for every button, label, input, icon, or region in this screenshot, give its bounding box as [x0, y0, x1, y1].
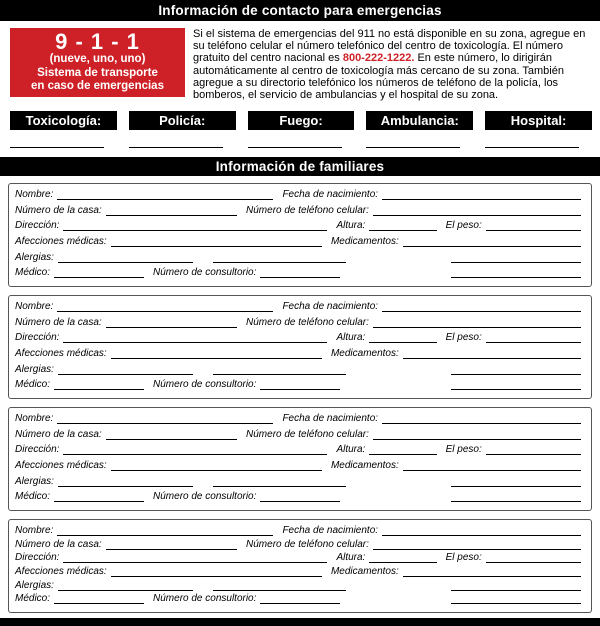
row-nombre-fecha	[15, 413, 581, 425]
row-nombre-fecha	[15, 301, 581, 313]
row-nombre-fecha	[15, 525, 581, 537]
blank-line-numero-casa	[106, 327, 237, 328]
family-member-section-3	[8, 407, 592, 511]
blank-line-medico	[54, 389, 144, 390]
label-fecha-nacimiento: Fecha de nacimiento:	[282, 525, 379, 537]
blank-line-alergias-1	[58, 374, 193, 375]
blank-line-peso	[486, 230, 581, 231]
blank-line-altura	[369, 562, 436, 563]
blank-line-direccion	[63, 342, 327, 343]
label-medico: Médico:	[15, 267, 51, 279]
blank-line-altura	[369, 230, 436, 231]
family-member-section-2	[8, 295, 592, 399]
emergency-box-line3: en caso de emergencias	[31, 80, 164, 93]
row-medico-consultorio	[15, 379, 581, 391]
label-afecciones: Afecciones médicas:	[15, 348, 107, 359]
blank-line-numero-casa	[106, 549, 237, 550]
blank-line-medicamentos	[403, 470, 581, 471]
top-section	[10, 28, 597, 101]
row-afecciones-medicamentos	[15, 460, 581, 472]
emergency-number-words: (nueve, uno, uno)	[49, 53, 146, 66]
intro-paragraph	[193, 28, 597, 101]
label-telefono-celular: Número de teléfono celular:	[246, 204, 369, 216]
row-direccion-altura-peso	[15, 552, 581, 564]
blank-line-consultorio	[260, 603, 340, 604]
page-title: Información de contacto para emergencias	[158, 3, 442, 18]
row-casa-celular	[15, 205, 581, 217]
label-medico: Médico:	[15, 379, 51, 391]
blank-line-afecciones	[111, 576, 322, 577]
blank-line-alergias-1	[58, 486, 193, 487]
blank-line-telefono-celular	[373, 327, 581, 328]
blank-line-ambulancia	[366, 147, 460, 148]
row-afecciones-medicamentos	[15, 348, 581, 360]
blank-line-alergias-1	[58, 262, 193, 263]
blank-line-medicamentos-cont-2	[451, 389, 581, 390]
label-medico: Médico:	[15, 593, 51, 605]
blank-line-consultorio	[260, 277, 340, 278]
label-fecha-nacimiento: Fecha de nacimiento:	[282, 413, 379, 425]
label-telefono-celular: Número de teléfono celular:	[246, 316, 369, 328]
blank-line-medicamentos-cont-2	[451, 277, 581, 278]
label-numero-casa: Número de la casa:	[15, 428, 102, 440]
blank-line-direccion	[63, 562, 327, 563]
row-alergias	[15, 252, 581, 264]
row-casa-celular	[15, 317, 581, 329]
contact-column-toxicologia	[10, 111, 117, 148]
blank-line-medicamentos	[403, 576, 581, 577]
row-casa-celular	[15, 429, 581, 441]
label-nombre: Nombre:	[15, 413, 54, 425]
blank-line-medico	[54, 277, 144, 278]
header-bar	[0, 0, 600, 21]
label-peso: El peso:	[445, 220, 482, 232]
label-nombre: Nombre:	[15, 525, 54, 537]
label-medicamentos: Medicamentos:	[330, 236, 399, 247]
blank-line-alergias-2	[213, 262, 346, 263]
blank-line-afecciones	[111, 358, 322, 359]
blank-line-medicamentos	[403, 358, 581, 359]
emergency-box-line2: Sistema de transporte	[37, 66, 158, 79]
label-nombre: Nombre:	[15, 301, 54, 313]
label-direccion: Dirección:	[15, 332, 60, 344]
label-medicamentos: Medicamentos:	[330, 566, 399, 577]
label-peso: El peso:	[445, 332, 482, 344]
row-direccion-altura-peso	[15, 444, 581, 456]
row-nombre-fecha	[15, 189, 581, 201]
label-telefono-celular: Número de teléfono celular:	[246, 538, 369, 550]
label-numero-casa: Número de la casa:	[15, 538, 102, 550]
blank-line-altura	[369, 342, 436, 343]
label-alergias: Alergias:	[15, 579, 54, 591]
blank-line-fecha-nacimiento	[382, 199, 581, 200]
blank-line-medicamentos-cont-1	[451, 262, 581, 263]
label-afecciones: Afecciones médicas:	[15, 566, 107, 577]
row-alergias	[15, 476, 581, 488]
label-numero-casa: Número de la casa:	[15, 316, 102, 328]
label-alergias: Alergias:	[15, 251, 54, 263]
label-consultorio: Número de consultorio:	[153, 593, 257, 605]
blank-line-direccion	[63, 454, 327, 455]
blank-line-nombre	[57, 311, 273, 312]
intro-text-after: En este número, lo dirigirán automáticamente al centro de toxicología más cercano de su zona. También agregue a su directorio telefónico los números de teléfono de la policía, los bomberos, el servicio de ambulancias y el hospital de su zona.	[193, 52, 564, 102]
blank-line-medicamentos-cont-1	[451, 590, 581, 591]
label-afecciones: Afecciones médicas:	[15, 460, 107, 471]
label-consultorio: Número de consultorio:	[153, 379, 257, 391]
blank-line-consultorio	[260, 501, 340, 502]
label-altura: Altura:	[336, 332, 366, 344]
blank-line-medico	[54, 603, 144, 604]
contact-column-hospital	[485, 111, 592, 148]
blank-line-toxicologia	[10, 147, 104, 148]
contact-label-policia: Policía:	[129, 111, 236, 130]
row-alergias	[15, 364, 581, 376]
contact-label-ambulancia: Ambulancia:	[366, 111, 473, 130]
label-medicamentos: Medicamentos:	[330, 348, 399, 359]
label-altura: Altura:	[336, 220, 366, 232]
family-member-section-1	[8, 183, 592, 287]
nine-one-one-box	[10, 28, 185, 97]
contact-label-fuego: Fuego:	[248, 111, 355, 130]
row-medico-consultorio	[15, 267, 581, 279]
contact-column-fuego	[248, 111, 355, 148]
contact-column-ambulancia	[366, 111, 473, 148]
blank-line-medicamentos-cont-2	[451, 501, 581, 502]
blank-line-alergias-2	[213, 590, 346, 591]
label-medico: Médico:	[15, 491, 51, 503]
blank-line-medicamentos-cont-1	[451, 374, 581, 375]
label-direccion: Dirección:	[15, 552, 60, 564]
family-info-bar	[0, 157, 600, 176]
label-consultorio: Número de consultorio:	[153, 491, 257, 503]
label-fecha-nacimiento: Fecha de nacimiento:	[282, 189, 379, 201]
blank-line-peso	[486, 454, 581, 455]
row-afecciones-medicamentos	[15, 566, 581, 578]
row-medico-consultorio	[15, 593, 581, 605]
label-altura: Altura:	[336, 552, 366, 564]
blank-line-afecciones	[111, 470, 322, 471]
label-alergias: Alergias:	[15, 475, 54, 487]
blank-line-telefono-celular	[373, 549, 581, 550]
label-direccion: Dirección:	[15, 220, 60, 232]
label-peso: El peso:	[445, 444, 482, 456]
contact-label-hospital: Hospital:	[485, 111, 592, 130]
blank-line-fecha-nacimiento	[382, 311, 581, 312]
label-peso: El peso:	[445, 552, 482, 564]
blank-line-numero-casa	[106, 215, 237, 216]
blank-line-alergias-1	[58, 590, 193, 591]
label-fecha-nacimiento: Fecha de nacimiento:	[282, 301, 379, 313]
blank-line-nombre	[57, 535, 273, 536]
row-afecciones-medicamentos	[15, 236, 581, 248]
blank-line-nombre	[57, 199, 273, 200]
blank-line-afecciones	[111, 246, 322, 247]
row-medico-consultorio	[15, 491, 581, 503]
blank-line-consultorio	[260, 389, 340, 390]
blank-line-fecha-nacimiento	[382, 423, 581, 424]
blank-line-hospital	[485, 147, 579, 148]
label-alergias: Alergias:	[15, 363, 54, 375]
blank-line-altura	[369, 454, 436, 455]
intro-text-before: Si el sistema de emergencias del 911 no está disponible en su zona, agregue en su teléfono celular el número telefónico del centro de toxicología. El número gratuito del centro nacional es	[193, 28, 586, 65]
blank-line-telefono-celular	[373, 215, 581, 216]
label-nombre: Nombre:	[15, 189, 54, 201]
label-numero-casa: Número de la casa:	[15, 204, 102, 216]
blank-line-telefono-celular	[373, 439, 581, 440]
label-medicamentos: Medicamentos:	[330, 460, 399, 471]
label-afecciones: Afecciones médicas:	[15, 236, 107, 247]
blank-line-alergias-2	[213, 486, 346, 487]
blank-line-direccion	[63, 230, 327, 231]
contact-column-policia	[129, 111, 236, 148]
blank-line-medicamentos-cont-2	[451, 603, 581, 604]
blank-line-medicamentos	[403, 246, 581, 247]
row-alergias	[15, 580, 581, 592]
row-casa-celular	[15, 539, 581, 551]
blank-line-nombre	[57, 423, 273, 424]
blank-line-fuego	[248, 147, 342, 148]
blank-line-policia	[129, 147, 223, 148]
family-info-title: Información de familiares	[215, 159, 385, 175]
blank-line-medico	[54, 501, 144, 502]
family-member-section-4	[8, 519, 592, 613]
family-sections	[0, 183, 600, 613]
row-direccion-altura-peso	[15, 220, 581, 232]
contact-label-toxicologia: Toxicología:	[10, 111, 117, 130]
label-telefono-celular: Número de teléfono celular:	[246, 428, 369, 440]
poison-control-phone-number: 800-222-1222.	[342, 52, 415, 65]
blank-line-peso	[486, 562, 581, 563]
label-direccion: Dirección:	[15, 444, 60, 456]
emergency-contacts-row	[10, 111, 592, 148]
blank-line-alergias-2	[213, 374, 346, 375]
row-direccion-altura-peso	[15, 332, 581, 344]
blank-line-fecha-nacimiento	[382, 535, 581, 536]
label-consultorio: Número de consultorio:	[153, 267, 257, 279]
blank-line-medicamentos-cont-1	[451, 486, 581, 487]
blank-line-peso	[486, 342, 581, 343]
label-altura: Altura:	[336, 444, 366, 456]
blank-line-numero-casa	[106, 439, 237, 440]
emergency-number: 9 - 1 - 1	[55, 29, 140, 55]
